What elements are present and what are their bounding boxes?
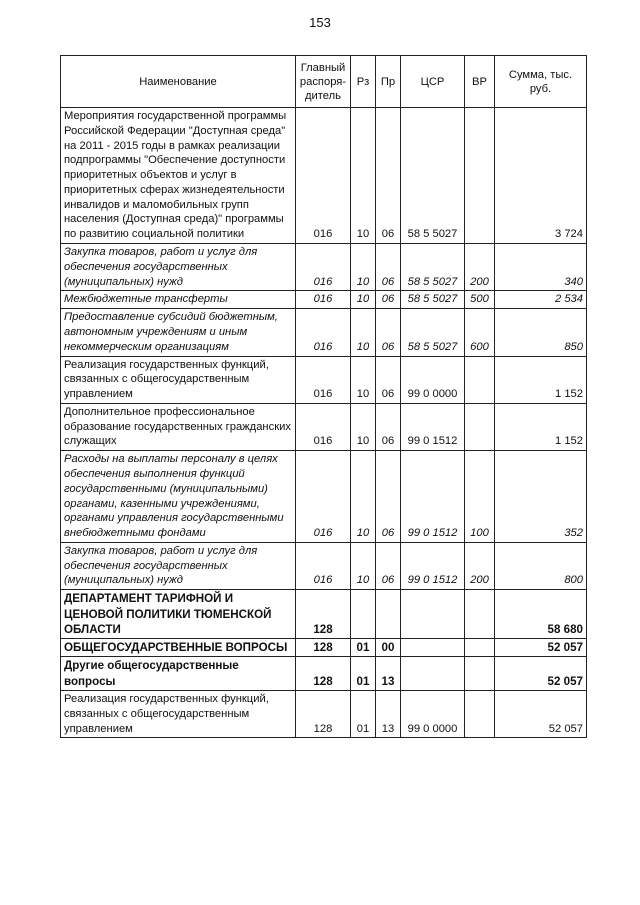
cell-csr: 99 0 0000 <box>401 356 465 403</box>
table-row <box>61 590 587 639</box>
cell-vr <box>465 639 495 657</box>
cell-csr <box>401 657 465 691</box>
cell-name: Межбюджетные трансферты <box>61 291 296 309</box>
cell-admin: 128 <box>296 639 351 657</box>
cell-rz <box>351 590 376 639</box>
cell-name: Дополнительное профессиональное образование государственных гражданских служащих <box>61 403 296 450</box>
cell-admin: 016 <box>296 291 351 309</box>
cell-admin: 016 <box>296 356 351 403</box>
cell-vr: 200 <box>465 244 495 291</box>
cell-csr: 99 0 1512 <box>401 542 465 589</box>
cell-vr <box>465 108 495 244</box>
cell-sum: 340 <box>495 244 587 291</box>
table-row <box>61 356 587 403</box>
table-row <box>61 542 587 589</box>
cell-name: Закупка товаров, работ и услуг для обеспечения государственных (муниципальных) нужд <box>61 244 296 291</box>
cell-sum: 52 057 <box>495 657 587 691</box>
cell-csr: 99 0 1512 <box>401 403 465 450</box>
cell-sum: 1 152 <box>495 356 587 403</box>
cell-rz: 10 <box>351 403 376 450</box>
cell-rz: 10 <box>351 291 376 309</box>
cell-name: Реализация государственных функций, связанных с общегосударственным управлением <box>61 356 296 403</box>
cell-rz: 10 <box>351 542 376 589</box>
cell-vr <box>465 691 495 738</box>
table-row <box>61 451 587 543</box>
table-row <box>61 291 587 309</box>
cell-csr: 58 5 5027 <box>401 309 465 356</box>
cell-admin: 128 <box>296 590 351 639</box>
table-row <box>61 309 587 356</box>
cell-pr <box>376 590 401 639</box>
table-row <box>61 403 587 450</box>
cell-rz: 10 <box>351 356 376 403</box>
cell-vr <box>465 403 495 450</box>
header-vr: ВР <box>465 56 495 108</box>
cell-admin: 016 <box>296 403 351 450</box>
cell-admin: 128 <box>296 657 351 691</box>
cell-pr: 06 <box>376 309 401 356</box>
cell-name: Закупка товаров, работ и услуг для обеспечения государственных (муниципальных) нужд <box>61 542 296 589</box>
cell-sum: 800 <box>495 542 587 589</box>
cell-rz: 10 <box>351 309 376 356</box>
cell-csr: 58 5 5027 <box>401 108 465 244</box>
cell-vr: 100 <box>465 451 495 543</box>
cell-pr: 06 <box>376 542 401 589</box>
cell-admin: 128 <box>296 691 351 738</box>
table-row <box>61 657 587 691</box>
table-row <box>61 639 587 657</box>
cell-vr: 200 <box>465 542 495 589</box>
cell-name: ДЕПАРТАМЕНТ ТАРИФНОЙ И ЦЕНОВОЙ ПОЛИТИКИ ТЮМЕНСКОЙ ОБЛАСТИ <box>61 590 296 639</box>
cell-name: Мероприятия государственной программы Российской Федерации "Доступная среда" на 2011 - 2015 годы в рамках реализации подпрограммы "Обеспечение доступности приоритетных объектов и услуг в приоритетных сферах жизнедеятельности инвалидов и маломобильных групп населения (Доступная среда)" программы по развитию социальной политики <box>61 108 296 244</box>
cell-rz: 10 <box>351 451 376 543</box>
cell-admin: 016 <box>296 451 351 543</box>
cell-csr <box>401 639 465 657</box>
cell-sum: 52 057 <box>495 691 587 738</box>
header-admin: Главный распоря-дитель <box>296 56 351 108</box>
cell-admin: 016 <box>296 542 351 589</box>
header-csr: ЦСР <box>401 56 465 108</box>
cell-vr: 500 <box>465 291 495 309</box>
cell-csr: 58 5 5027 <box>401 244 465 291</box>
cell-vr <box>465 657 495 691</box>
cell-admin: 016 <box>296 244 351 291</box>
cell-rz: 10 <box>351 244 376 291</box>
table-body <box>61 108 587 738</box>
header-pr: Пр <box>376 56 401 108</box>
cell-vr <box>465 590 495 639</box>
cell-pr: 06 <box>376 451 401 543</box>
cell-pr: 06 <box>376 244 401 291</box>
cell-sum: 2 534 <box>495 291 587 309</box>
cell-pr: 06 <box>376 108 401 244</box>
cell-pr: 00 <box>376 639 401 657</box>
cell-name: Расходы на выплаты персоналу в целях обеспечения выполнения функций государственными (муниципальными) органами, казенными учреждениями, органами управления государственными внебюджетными фондами <box>61 451 296 543</box>
cell-rz: 01 <box>351 657 376 691</box>
page-number: 153 <box>309 15 331 30</box>
cell-rz: 10 <box>351 108 376 244</box>
cell-csr: 99 0 0000 <box>401 691 465 738</box>
cell-pr: 06 <box>376 356 401 403</box>
cell-csr: 99 0 1512 <box>401 451 465 543</box>
cell-name: Реализация государственных функций, связанных с общегосударственным управлением <box>61 691 296 738</box>
cell-rz: 01 <box>351 691 376 738</box>
cell-pr: 06 <box>376 291 401 309</box>
cell-name: Другие общегосударственные вопросы <box>61 657 296 691</box>
cell-vr: 600 <box>465 309 495 356</box>
cell-csr <box>401 590 465 639</box>
cell-sum: 58 680 <box>495 590 587 639</box>
cell-sum: 3 724 <box>495 108 587 244</box>
header-name: Наименование <box>61 56 296 108</box>
cell-sum: 352 <box>495 451 587 543</box>
header-sum: Сумма, тыс. руб. <box>495 56 587 108</box>
cell-sum: 1 152 <box>495 403 587 450</box>
cell-name: ОБЩЕГОСУДАРСТВЕННЫЕ ВОПРОСЫ <box>61 639 296 657</box>
cell-rz: 01 <box>351 639 376 657</box>
cell-admin: 016 <box>296 108 351 244</box>
table-row <box>61 108 587 244</box>
cell-sum: 52 057 <box>495 639 587 657</box>
cell-csr: 58 5 5027 <box>401 291 465 309</box>
cell-name: Предоставление субсидий бюджетным, автономным учреждениям и иным некоммерческим организациям <box>61 309 296 356</box>
table-row <box>61 691 587 738</box>
budget-table <box>60 55 587 738</box>
table-row <box>61 244 587 291</box>
header-rz: Рз <box>351 56 376 108</box>
cell-sum: 850 <box>495 309 587 356</box>
cell-pr: 06 <box>376 403 401 450</box>
cell-pr: 13 <box>376 691 401 738</box>
cell-pr: 13 <box>376 657 401 691</box>
cell-vr <box>465 356 495 403</box>
header-row <box>61 56 587 108</box>
cell-admin: 016 <box>296 309 351 356</box>
